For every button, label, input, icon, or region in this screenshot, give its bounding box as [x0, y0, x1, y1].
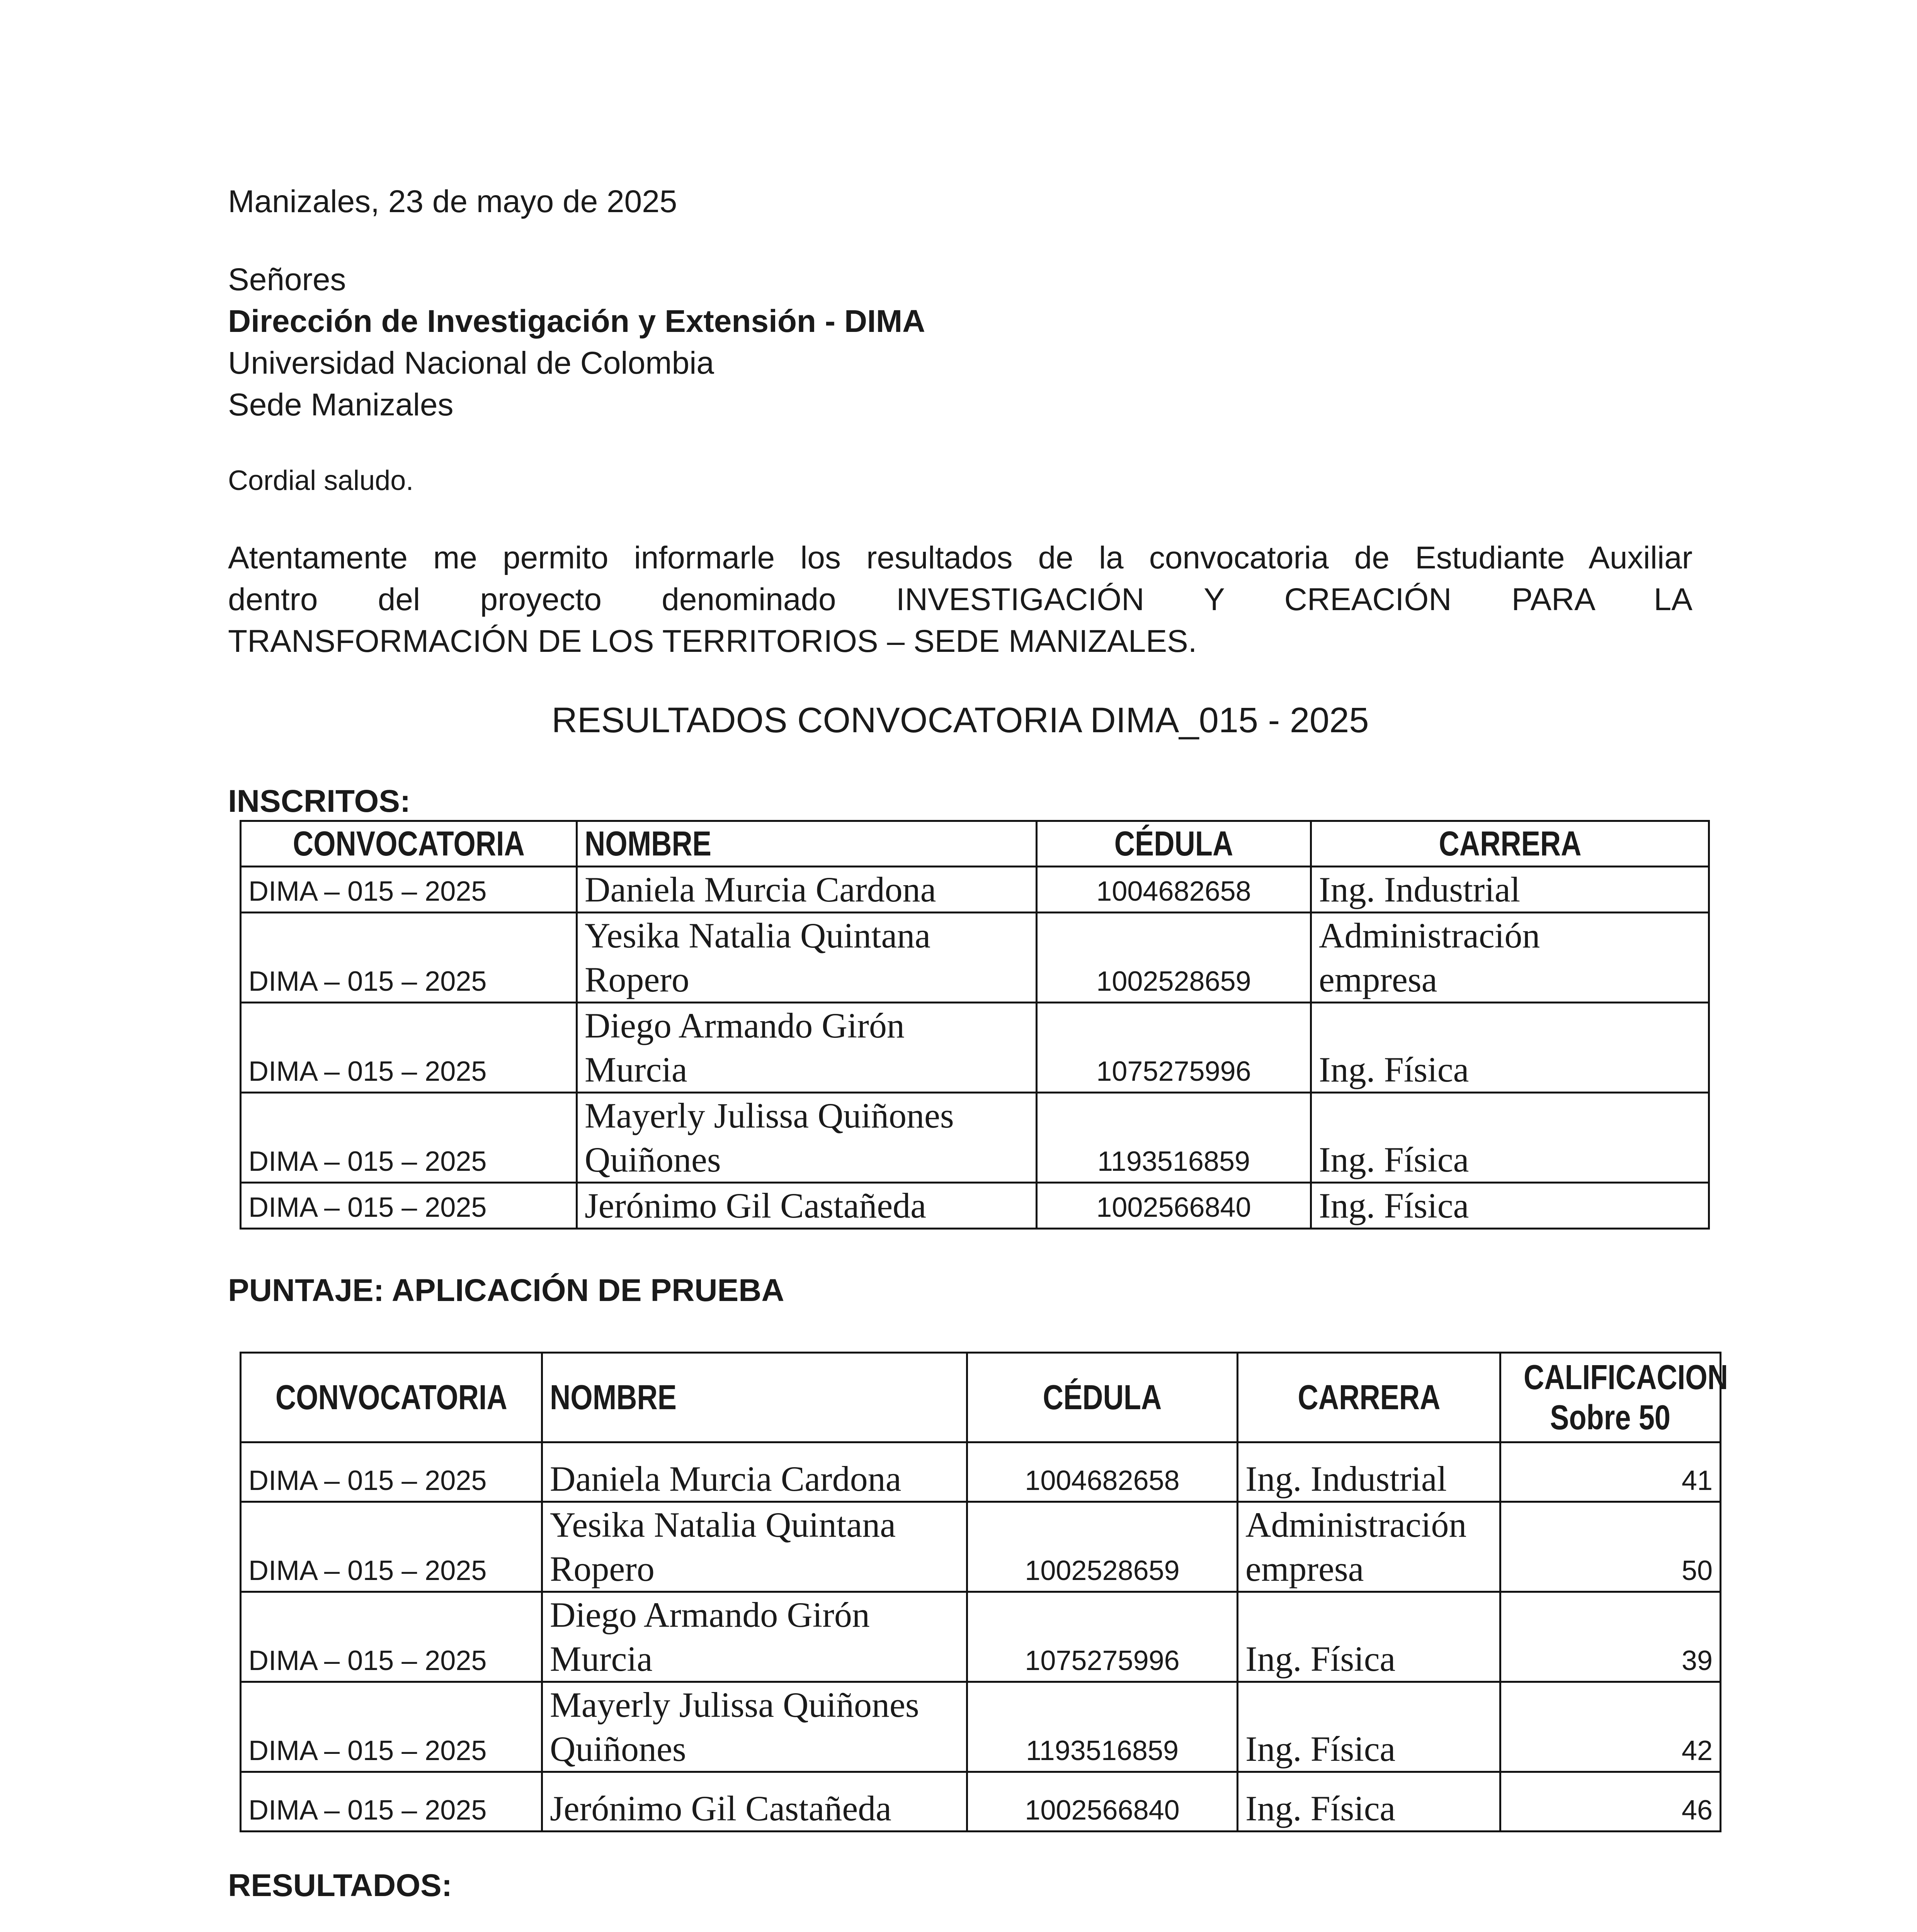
cell-cedula: 1193516859: [967, 1682, 1238, 1772]
col-carrera: CARRERA: [1238, 1353, 1500, 1442]
cell-carrera: Ing. Física: [1238, 1592, 1500, 1682]
main-title: RESULTADOS CONVOCATORIA DIMA_015 - 2025: [551, 701, 1369, 740]
cell-convocatoria: DIMA – 015 – 2025: [241, 1682, 542, 1772]
table-row: [241, 913, 1709, 1003]
cell-cedula: 1002528659: [967, 1502, 1238, 1592]
inscritos-table: [240, 820, 1710, 1230]
cell-carrera: Ing. Física: [1311, 1183, 1709, 1229]
cell-carrera: Administración empresa: [1238, 1502, 1500, 1592]
table-row: [241, 1442, 1721, 1502]
cell-convocatoria: DIMA – 015 – 2025: [241, 1502, 542, 1592]
cell-carrera: Ing. Física: [1238, 1682, 1500, 1772]
cell-carrera: Ing. Industrial: [1238, 1442, 1500, 1502]
cell-convocatoria: DIMA – 015 – 2025: [241, 1772, 542, 1832]
cell-carrera: Ing. Física: [1311, 1093, 1709, 1183]
col-convocatoria: CONVOCATORIA: [241, 1353, 542, 1442]
cell-nombre: Diego Armando Girón Murcia: [577, 1003, 1037, 1093]
table-row: [241, 1093, 1709, 1183]
cell-carrera: Ing. Física: [1238, 1772, 1500, 1832]
puntaje-header-row: [241, 1353, 1721, 1442]
body-paragraph: [228, 537, 1692, 662]
cell-convocatoria: DIMA – 015 – 2025: [241, 913, 577, 1003]
cell-nombre: Jerónimo Gil Castañeda: [542, 1772, 967, 1832]
table-row: [241, 1592, 1721, 1682]
salutation: Señores: [228, 262, 346, 297]
cell-nombre: Diego Armando Girón Murcia: [542, 1592, 967, 1682]
cell-convocatoria: DIMA – 015 – 2025: [241, 1183, 577, 1229]
cell-cedula: 1002566840: [967, 1772, 1238, 1832]
col-carrera: CARRERA: [1311, 821, 1709, 867]
cell-calificacion: 41: [1500, 1442, 1721, 1502]
cell-nombre: Daniela Murcia Cardona: [577, 867, 1037, 913]
col-convocatoria: CONVOCATORIA: [241, 821, 577, 867]
cell-convocatoria: DIMA – 015 – 2025: [241, 1093, 577, 1183]
addressee-university: Universidad Nacional de Colombia: [228, 345, 714, 381]
calificacion-label: CALIFICACION: [1524, 1358, 1728, 1397]
table-row: [241, 1003, 1709, 1093]
cell-cedula: 1075275996: [1037, 1003, 1311, 1093]
table-row: [241, 1183, 1709, 1229]
cell-nombre: Jerónimo Gil Castañeda: [577, 1183, 1037, 1229]
cell-nombre: Mayerly Julissa Quiñones Quiñones: [542, 1682, 967, 1772]
greeting: Cordial saludo.: [228, 465, 414, 496]
inscritos-heading: INSCRITOS:: [228, 784, 411, 819]
cell-cedula: 1004682658: [1037, 867, 1311, 913]
cell-cedula: 1002528659: [1037, 913, 1311, 1003]
table-row: [241, 1682, 1721, 1772]
table-row: [241, 867, 1709, 913]
cell-calificacion: 46: [1500, 1772, 1721, 1832]
resultados-heading: RESULTADOS:: [228, 1868, 452, 1903]
cell-cedula: 1004682658: [967, 1442, 1238, 1502]
inscritos-header-row: [241, 821, 1709, 867]
cell-calificacion: 39: [1500, 1592, 1721, 1682]
cell-calificacion: 42: [1500, 1682, 1721, 1772]
addressee-campus: Sede Manizales: [228, 387, 454, 422]
cell-cedula: 1002566840: [1037, 1183, 1311, 1229]
cell-convocatoria: DIMA – 015 – 2025: [241, 867, 577, 913]
cell-cedula: 1193516859: [1037, 1093, 1311, 1183]
cell-carrera: Ing. Industrial: [1311, 867, 1709, 913]
col-cedula: CÉDULA: [967, 1353, 1238, 1442]
cell-calificacion: 50: [1500, 1502, 1721, 1592]
date-line: Manizales, 23 de mayo de 2025: [228, 184, 677, 219]
cell-convocatoria: DIMA – 015 – 2025: [241, 1442, 542, 1502]
cell-nombre: Yesika Natalia Quintana Ropero: [542, 1502, 967, 1592]
cell-cedula: 1075275996: [967, 1592, 1238, 1682]
col-cedula: CÉDULA: [1037, 821, 1311, 867]
addressee-office: Dirección de Investigación y Extensión - DIMA: [228, 304, 925, 339]
cell-nombre: Daniela Murcia Cardona: [542, 1442, 967, 1502]
cell-carrera: Ing. Física: [1311, 1003, 1709, 1093]
puntaje-table: [240, 1352, 1728, 1832]
cell-convocatoria: DIMA – 015 – 2025: [241, 1592, 542, 1682]
sobre-label: Sobre 50: [1550, 1398, 1671, 1437]
col-nombre: NOMBRE: [577, 821, 1037, 867]
cell-convocatoria: DIMA – 015 – 2025: [241, 1003, 577, 1093]
cell-nombre: Mayerly Julissa Quiñones Quiñones: [577, 1093, 1037, 1183]
body-line-2: dentro del proyecto denominado INVESTIGACIÓN Y CREACIÓN PARA LA: [228, 582, 1692, 617]
table-row: [241, 1502, 1721, 1592]
col-nombre: NOMBRE: [542, 1353, 967, 1442]
body-line-3: TRANSFORMACIÓN DE LOS TERRITORIOS – SEDE MANIZALES.: [228, 624, 1197, 659]
puntaje-heading: PUNTAJE: APLICACIÓN DE PRUEBA: [228, 1273, 784, 1308]
col-calificacion: [1500, 1353, 1728, 1442]
table-row: [241, 1772, 1721, 1832]
cell-carrera: Administración empresa: [1311, 913, 1709, 1003]
body-line-1: Atentamente me permito informarle los resultados de la convocatoria de Estudiante Auxiliar: [228, 540, 1692, 575]
cell-nombre: Yesika Natalia Quintana Ropero: [577, 913, 1037, 1003]
